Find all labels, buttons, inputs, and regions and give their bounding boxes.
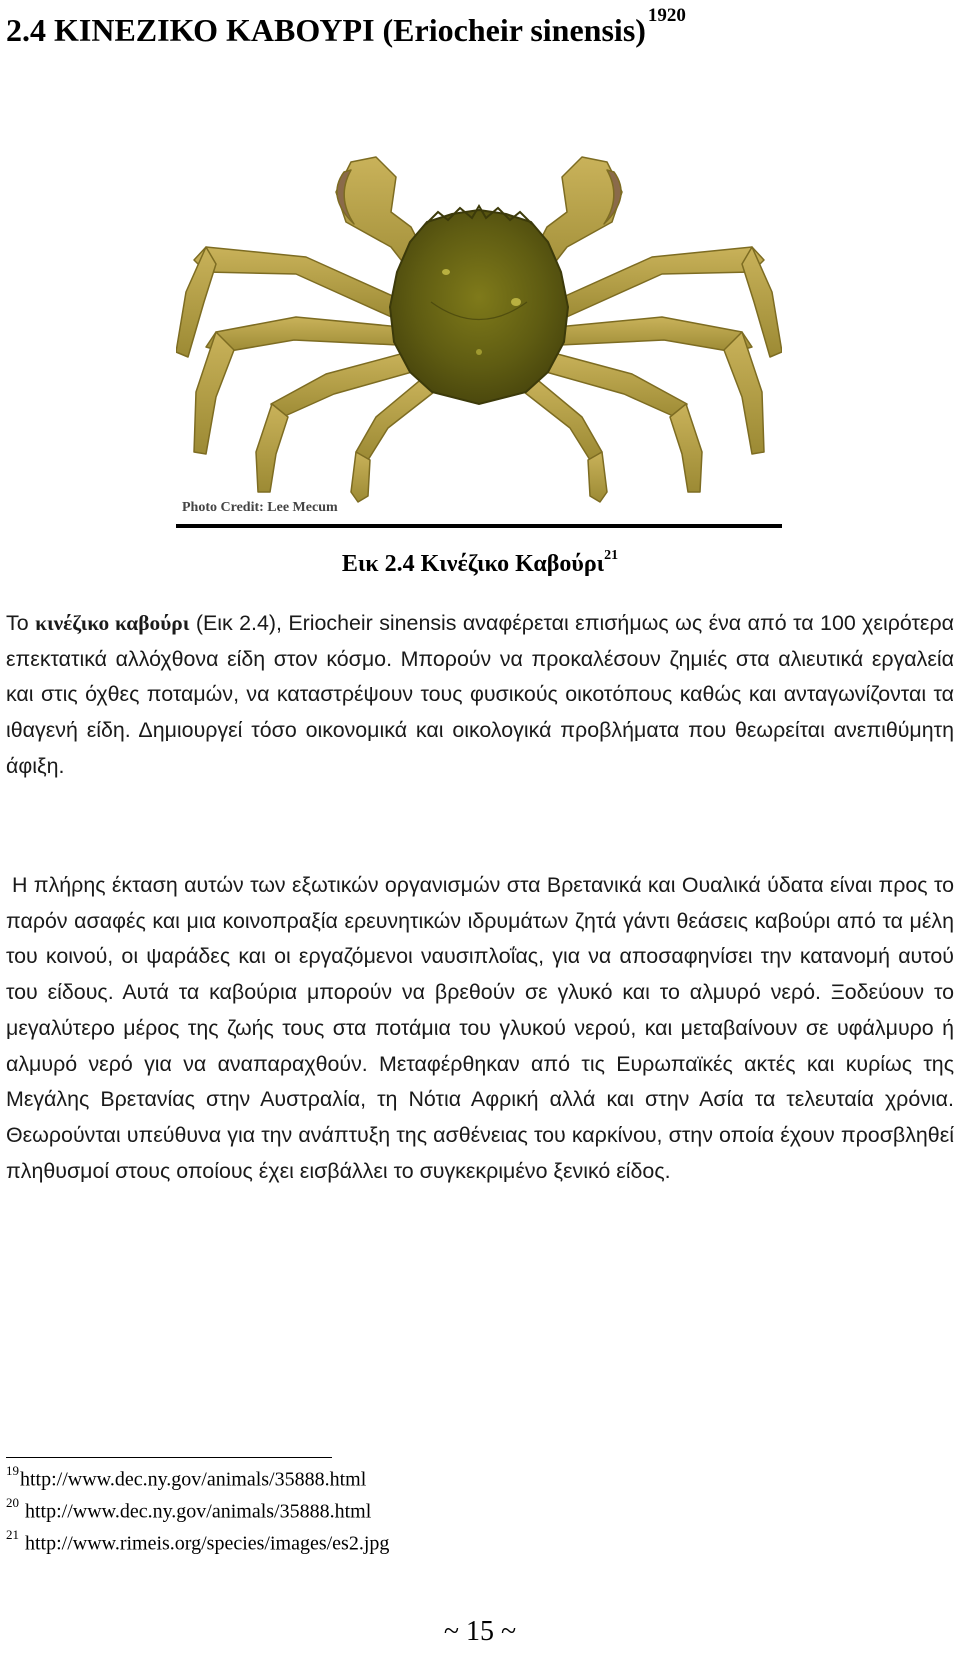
crab-figure [176, 152, 782, 528]
footnote-url: http://www.dec.ny.gov/animals/35888.html [20, 1500, 372, 1523]
footnotes-list [6, 1461, 389, 1557]
footnote-divider [6, 1457, 332, 1458]
paragraph-intro-prefix: Το [6, 611, 36, 635]
paragraph-intro [6, 606, 954, 785]
paragraph-distribution: Η πλήρης έκταση αυτών των εξωτικών οργανισμών στα Βρετανικά και Ουαλικά ύδατα είναι προς το παρόν ασαφές και μια κοινοπραξία ερευνητικών ιδρυμάτων ζητά γάντι θεάσεις καβούρι από τα μέλη του κοινού, οι ψαράδες και οι εργαζόμενοι ναυσιπλοΐας, για να αποσαφηνίσει την κατανομή αυτού του είδους. Αυτά τα καβούρια μπορούν να βρεθούν σε γλυκό και το αλμυρό νερό. Ξοδεύουν το μεγαλύτερο μέρος της ζωής τους στα ποτάμια του γλυκού νερού, και μεταβαίνουν σε υφάλμυρο ή αλμυρό νερό για να αναπαραχθούν. Μεταφέρθηκαν από τις Ευρωπαϊκές ακτές και κυρίως της Μεγάλης Βρετανίας στην Αυστραλία, τη Νότια Αφρική αλλά και στην Ασία τα τελευταία χρόνια. Θεωρούνται υπεύθυνα για την ανάπτυξη της ασθένειας του καρκίνου, στην οποία έχουν προσβληθεί πληθυσμοί στους οποίους έχει εισβάλλει το συγκεκριμένο ξενικό είδος. [6, 873, 954, 1183]
footnote-item [6, 1493, 389, 1525]
photo-credit: Photo Credit: Lee Mecum [182, 500, 338, 515]
footnote-url: http://www.dec.ny.gov/animals/35888.html [20, 1468, 367, 1491]
footnote-number: 21 [6, 1527, 19, 1543]
paragraph-intro-bold: κινέζικο καβούρι [35, 611, 190, 635]
figure-caption [0, 548, 960, 578]
heading-footnote-refs: 1920 [647, 5, 686, 26]
crab-photo [176, 152, 782, 524]
paragraph-intro-body: (Εικ 2.4), Eriocheir sinensis αναφέρεται επισήμως ως ένα από τα 100 χειρότερα επεκτατικά αλλόχθονα είδη στον κόσμο. Μπορούν να προκαλέσουν ζημιές στα αλιευτικά εργαλεία και στις όχθες ποταμών, να καταστρέψουν τους φυσικούς οικοτόπους καθώς και ανταγωνίζονται τα ιθαγενή είδη. Δημιουργεί τόσο οικονομικά και οικολογικά προβλήματα που θεωρείται ανεπιθύμητη άφιξη. [6, 611, 954, 778]
section-heading [6, 6, 686, 60]
caption-footnote-ref: 21 [604, 548, 619, 563]
footnote-url: http://www.rimeis.org/species/images/es2.jpg [20, 1532, 390, 1555]
footnote-number: 20 [6, 1495, 19, 1511]
footnote-item [6, 1461, 389, 1493]
heading-text: 2.4 ΚΙΝΕΖΙΚΟ ΚΑΒΟΥΡΙ (Eriocheir sinensis) [6, 12, 646, 48]
footnote-number: 19 [6, 1463, 19, 1478]
page-number: ~ 15 ~ [443, 1616, 517, 1647]
footnote-item [6, 1525, 389, 1557]
caption-text: Εικ 2.4 Κινέζικο Καβούρι [341, 551, 605, 577]
